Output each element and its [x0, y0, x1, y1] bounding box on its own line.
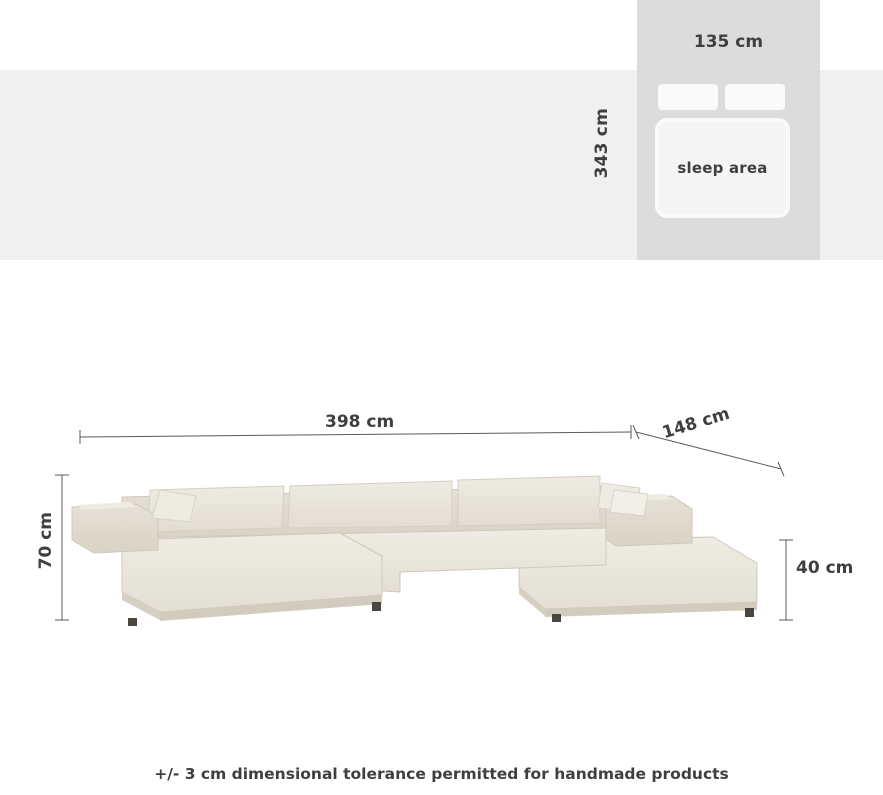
pillow-right [725, 84, 785, 110]
sleep-area-width-label: 135 cm [693, 32, 764, 52]
sofa-body [72, 476, 757, 626]
tolerance-footnote: +/- 3 cm dimensional tolerance permitted for handmade products [154, 765, 729, 783]
sleep-area-mattress [655, 118, 790, 218]
sleep-area-label: sleep area [677, 159, 768, 177]
sleep-area-depth-label: 343 cm [592, 108, 612, 179]
sofa-illustration [0, 380, 883, 680]
dimension-depth-label: 148 cm [660, 403, 733, 444]
dimension-back-height-label: 70 cm [36, 512, 56, 570]
dimension-seat-height-label: 40 cm [796, 558, 854, 578]
pillow-left [658, 84, 718, 110]
dimension-length-label: 398 cm [325, 412, 395, 432]
